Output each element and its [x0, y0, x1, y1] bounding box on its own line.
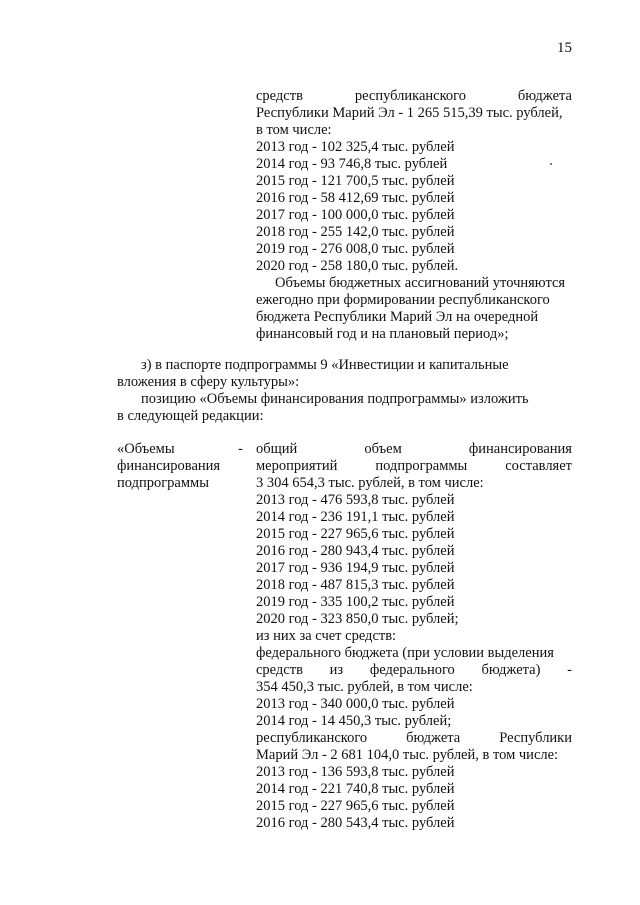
- word: Республики: [499, 730, 572, 746]
- table-republic-2014: 2014 год - 221 740,8 тыс. рублей: [256, 781, 455, 797]
- table-year-2018: 2018 год - 487 815,3 тыс. рублей: [256, 577, 455, 593]
- table-federal-2014: 2014 год - 14 450,3 тыс. рублей;: [256, 713, 452, 729]
- block1-note-3: бюджета Республики Марий Эл на очередной: [256, 309, 539, 325]
- word: объем: [364, 441, 402, 457]
- word: республиканского: [354, 88, 467, 104]
- word: мероприятий: [256, 458, 338, 474]
- item-z-line-3: позицию «Объемы финансирования подпрограммы» изложить: [141, 391, 529, 407]
- block1-year-2020: 2020 год - 258 180,0 тыс. рублей.: [256, 258, 459, 274]
- word: бюджета: [406, 730, 461, 746]
- block1-year-2015: 2015 год - 121 700,5 тыс. рублей: [256, 173, 455, 189]
- block1-note-1: Объемы бюджетных ассигнований уточняются: [275, 275, 566, 291]
- word: бюджета): [481, 662, 541, 678]
- table-year-2015: 2015 год - 227 965,6 тыс. рублей: [256, 526, 455, 542]
- table-republic-2015: 2015 год - 227 965,6 тыс. рублей: [256, 798, 455, 814]
- table-year-2014: 2014 год - 236 191,1 тыс. рублей: [256, 509, 455, 525]
- block1-line-1: [256, 88, 572, 105]
- table-left-1: «Объемы: [117, 441, 175, 457]
- table-federal-line-2: [256, 662, 572, 679]
- page-number: 15: [557, 40, 572, 56]
- block1-year-2014: 2014 год - 93 746,8 тыс. рублей: [256, 156, 448, 172]
- table-year-2020: 2020 год - 323 850,0 тыс. рублей;: [256, 611, 459, 627]
- table-republic-total: Марий Эл - 2 681 104,0 тыс. рублей, в том числе:: [256, 747, 559, 763]
- word: республиканского: [256, 730, 368, 746]
- table-republic-line-1: [256, 730, 572, 747]
- block1-year-2019: 2019 год - 276 008,0 тыс. рублей: [256, 241, 455, 257]
- word: федерального: [369, 662, 455, 678]
- table-republic-2013: 2013 год - 136 593,8 тыс. рублей: [256, 764, 455, 780]
- word: составляет: [505, 458, 572, 474]
- block1-line-2: Республики Марий Эл - 1 265 515,39 тыс. рублей,: [256, 105, 563, 121]
- block1-year-2013: 2013 год - 102 325,4 тыс. рублей: [256, 139, 455, 155]
- block1-note-4: финансовый год и на плановый период»;: [256, 326, 509, 342]
- table-year-2019: 2019 год - 335 100,2 тыс. рублей: [256, 594, 455, 610]
- table-federal-2013: 2013 год - 340 000,0 тыс. рублей: [256, 696, 455, 712]
- word: общий: [256, 441, 298, 457]
- table-federal-total: 354 450,3 тыс. рублей, в том числе:: [256, 679, 473, 695]
- table-right-line-2: [256, 458, 572, 475]
- table-republic-2016: 2016 год - 280 543,4 тыс. рублей: [256, 815, 455, 831]
- table-total: 3 304 654,3 тыс. рублей, в том числе:: [256, 475, 484, 491]
- item-z-line-1: з) в паспорте подпрограммы 9 «Инвестиции и капитальные: [141, 357, 509, 373]
- item-z-line-4: в следующей редакции:: [117, 408, 264, 424]
- word: финансирования: [468, 441, 572, 457]
- word: -: [567, 662, 572, 678]
- table-federal-line-1: федерального бюджета (при условии выделения: [256, 645, 554, 661]
- block1-year-2017: 2017 год - 100 000,0 тыс. рублей: [256, 207, 455, 223]
- table-left-2: финансирования: [117, 458, 221, 474]
- item-z-line-2: вложения в сферу культуры»:: [117, 374, 300, 390]
- block1-year-2018: 2018 год - 255 142,0 тыс. рублей: [256, 224, 455, 240]
- table-year-2017: 2017 год - 936 194,9 тыс. рублей: [256, 560, 455, 576]
- scan-speck: [550, 163, 552, 165]
- block1-year-2016: 2016 год - 58 412,69 тыс. рублей: [256, 190, 455, 206]
- word: средств: [256, 662, 303, 678]
- word: средств: [256, 88, 303, 104]
- block1-note-2: ежегодно при формировании республиканского: [256, 292, 550, 308]
- table-left-3: подпрограммы: [117, 475, 209, 491]
- table-right-line-1: [256, 441, 572, 458]
- word: из: [329, 662, 344, 678]
- block1-line-3: в том числе:: [256, 122, 332, 138]
- table-year-2013: 2013 год - 476 593,8 тыс. рублей: [256, 492, 455, 508]
- table-from-sources: из них за счет средств:: [256, 628, 397, 644]
- table-dash: -: [238, 441, 243, 457]
- table-year-2016: 2016 год - 280 943,4 тыс. рублей: [256, 543, 455, 559]
- word: подпрограммы: [375, 458, 468, 474]
- word: бюджета: [517, 88, 572, 104]
